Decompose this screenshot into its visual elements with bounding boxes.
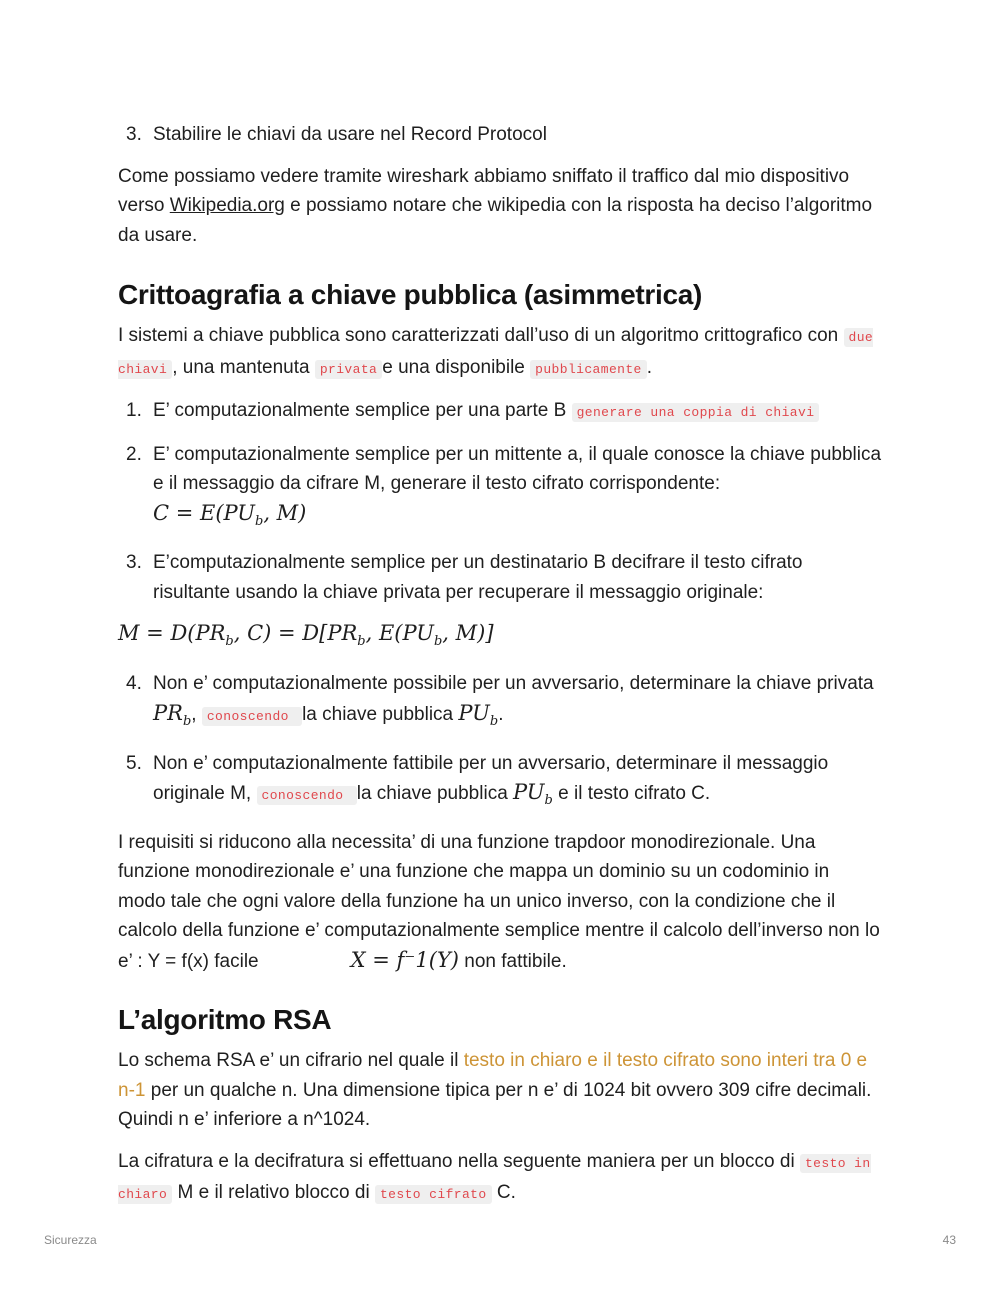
list-item: 4. Non e’ computazionalmente possibile per un avversario, determinare la chiave privata $PR_b$, conoscendo la chiave pubblica $PU_b$. <box>126 673 874 730</box>
decryption-equation: $M = D(PR_b$, $C) = D[PR_b$, $E(PU_b$, M)] <box>118 621 494 650</box>
document-page <box>118 118 882 1210</box>
inline-code: pubblicamente <box>530 360 647 379</box>
inline-code: conoscendo <box>257 786 357 805</box>
requirements-list <box>118 396 882 607</box>
rsa-paragraph: Lo schema RSA e’ un cifrario nel quale il testo in chiaro e il testo cifrato sono interi tra 0 e n-1 per un qualche n. Una dimensione tipica per n e’ di 1024 bit ovvero 309 cifre decimali. Quindi n e’ inferiore a n^1024. <box>118 1050 872 1131</box>
inline-code: testo cifrato <box>375 1185 492 1204</box>
math-formula: X = f⁻1(Y) <box>350 947 460 972</box>
wikipedia-link[interactable]: Wikipedia.org <box>169 195 285 216</box>
trapdoor-paragraph: I requisiti si riducono alla necessita’ di una funzione trapdoor monodirezionale. Una funzione monodirezionale e’ una funzione che mappa un dominio su un codominio in modo tale che ogni valore della funzione ha un unico inverso, con la condizione che il calcolo della funzione e’ computazionalmente semplice mentre il calcolo dell’inverso non lo e’ : Y = f(x) facile X = f⁻1(Y) non fattibile. <box>118 831 880 972</box>
footer-title: Sicurezza <box>44 1233 97 1247</box>
math-formula: $PU_b$ <box>513 780 553 809</box>
list-item-text: Stabilire le chiavi da usare nel Record Protocol <box>153 124 547 145</box>
public-key-intro-paragraph: I sistemi a chiave pubblica sono caratterizzati dall’uso di un algoritmo crittografico con due chiavi , una mantenuta privata e una disponibile pubblicamente . <box>118 325 874 378</box>
section-heading-public-key: Crittoagrafia a chiave pubblica (asimmetrica) <box>118 279 703 310</box>
rsa-encryption-paragraph: La cifratura e la decifratura si effettuano nella seguente maniera per un blocco di testo in chiaro M e il relativo blocco di testo cifrato C. <box>118 1150 871 1204</box>
list-number: 3. <box>126 124 142 145</box>
page-number: 43 <box>942 1233 956 1247</box>
list-item <box>118 120 882 150</box>
highlighted-text: testo in chiaro e il testo cifrato sono interi tra 0 e n-1 <box>118 1050 868 1101</box>
inline-code: privata <box>315 360 382 379</box>
inline-code: due chiavi <box>118 330 874 377</box>
intro-paragraph: Come possiamo vedere tramite wireshark abbiamo sniffato il traffico dal mio dispositivo verso Wikipedia.org e possiamo notare che wikipedia con la risposta ha deciso l’algoritmo da usare. <box>118 165 873 246</box>
math-formula: $PU_b$ <box>458 700 499 730</box>
requirements-list-continued <box>118 669 882 815</box>
inline-code: conoscendo <box>202 707 302 726</box>
math-formula: $PR_b$ <box>153 700 192 730</box>
list-item: 2. E’ computazionalmente semplice per un mittente a, il quale conosce la chiave pubblica e il messaggio da cifrare M, generare il testo cifrato corrispondente: $C = E(PU_b$, M) <box>126 443 882 529</box>
math-formula: $C = E(PU_b$, M) <box>153 500 307 529</box>
list-item: 3. E’computazionalmente semplice per un destinatario B decifrare il testo cifrato risultante usando la chiave privata per recuperare il messaggio originale: <box>126 552 803 603</box>
section-heading-rsa: L’algoritmo RSA <box>118 1004 332 1036</box>
list-item: 1. E’ computazionalmente semplice per una parte B generare una coppia di chiavi <box>118 396 882 428</box>
list-item: 5. Non e’ computazionalmente fattibile per un avversario, determinare il messaggio originale M, conoscendo la chiave pubblica $PU_b$ e il testo cifrato C. <box>126 752 829 809</box>
inline-code: testo in chiaro <box>118 1155 871 1203</box>
inline-code: generare una coppia di chiavi <box>572 403 820 422</box>
protocol-steps-list <box>118 120 882 150</box>
